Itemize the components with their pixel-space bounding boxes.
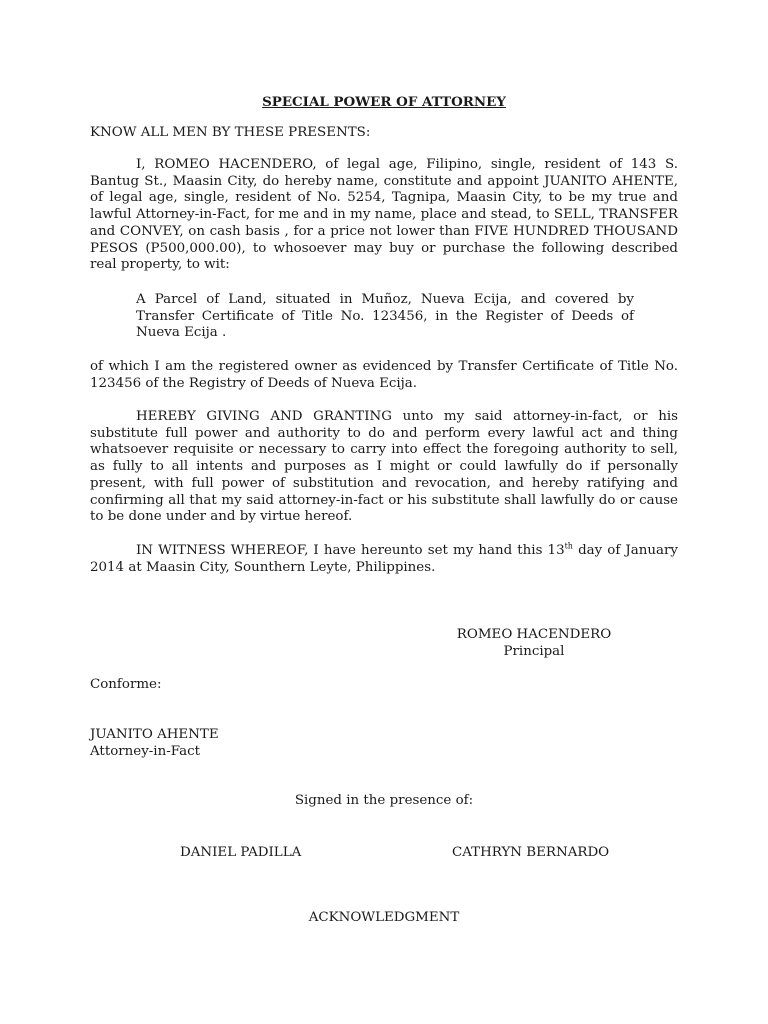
principal-name: ROMEO HACENDERO	[456, 627, 612, 642]
ownership-paragraph: of which I am the registered owner as evidenced by Transfer Certificate of Title No. 123456 of the Registry of Deeds of Nueva Ecija.	[90, 359, 678, 391]
witness-name-1: DANIEL PADILLA	[180, 845, 302, 860]
witness-name-2: CATHRYN BERNARDO	[452, 845, 610, 860]
day-ordinal-suffix: th	[564, 541, 573, 551]
document-title: SPECIAL POWER OF ATTORNEY	[262, 94, 506, 110]
witness-whereof-text-end: day of January 2014 at Maasin City, Sounthern Leyte, Philippines.	[90, 543, 678, 575]
intro-line: KNOW ALL MEN BY THESE PRESENTS:	[90, 125, 371, 140]
witness-whereof-paragraph	[90, 543, 678, 576]
attorney-role: Attorney-in-Fact	[90, 743, 200, 759]
granting-paragraph: HEREBY GIVING AND GRANTING unto my said attorney-in-fact, or his substitute full power and authority to do and perform every lawful act and thing whatsoever requisite or necessary to carry into effect the foregoing authority to sell, as fully to all intents and purposes as I might or could lawfully do if personally present, with full power of substitution and revocation, and hereby ratifying and confirming all that my said attorney-in-fact or his substitute shall lawfully do or cause to be done under and by virtue hereof.	[90, 409, 678, 525]
conforme-label: Conforme:	[90, 677, 162, 692]
property-description: A Parcel of Land, situated in Muñoz, Nueva Ecija, and covered by Transfer Certificate of Title No. 123456, in the Register of Deeds of Nueva Ecija .	[136, 292, 634, 341]
principal-signature-block	[420, 627, 648, 660]
attorney-name: JUANITO AHENTE	[90, 727, 219, 742]
signed-in-presence-label: Signed in the presence of:	[294, 793, 474, 808]
principal-role: Principal	[503, 643, 565, 659]
witness-whereof-text-start: IN WITNESS WHEREOF, I have hereunto set my hand this 13	[136, 543, 565, 558]
appointment-paragraph: I, ROMEO HACENDERO, of legal age, Filipino, single, resident of 143 S. Bantug St., Maasin City, do hereby name, constitute and appoint JUANITO AHENTE, of legal age, single, resident of No. 5254, Tagnipa, Maasin City, to be my true and lawful Attorney-in-Fact, for me and in my name, place and stead, to SELL, TRANSFER and CONVEY, on cash basis , for a price not lower than FIVE HUNDRED THOUSAND PESOS (P500,000.00), to whosoever may buy or purchase the following described real property, to wit:	[90, 157, 678, 273]
attorney-signature-block	[90, 727, 219, 760]
acknowledgment-heading: ACKNOWLEDGMENT	[308, 910, 460, 925]
